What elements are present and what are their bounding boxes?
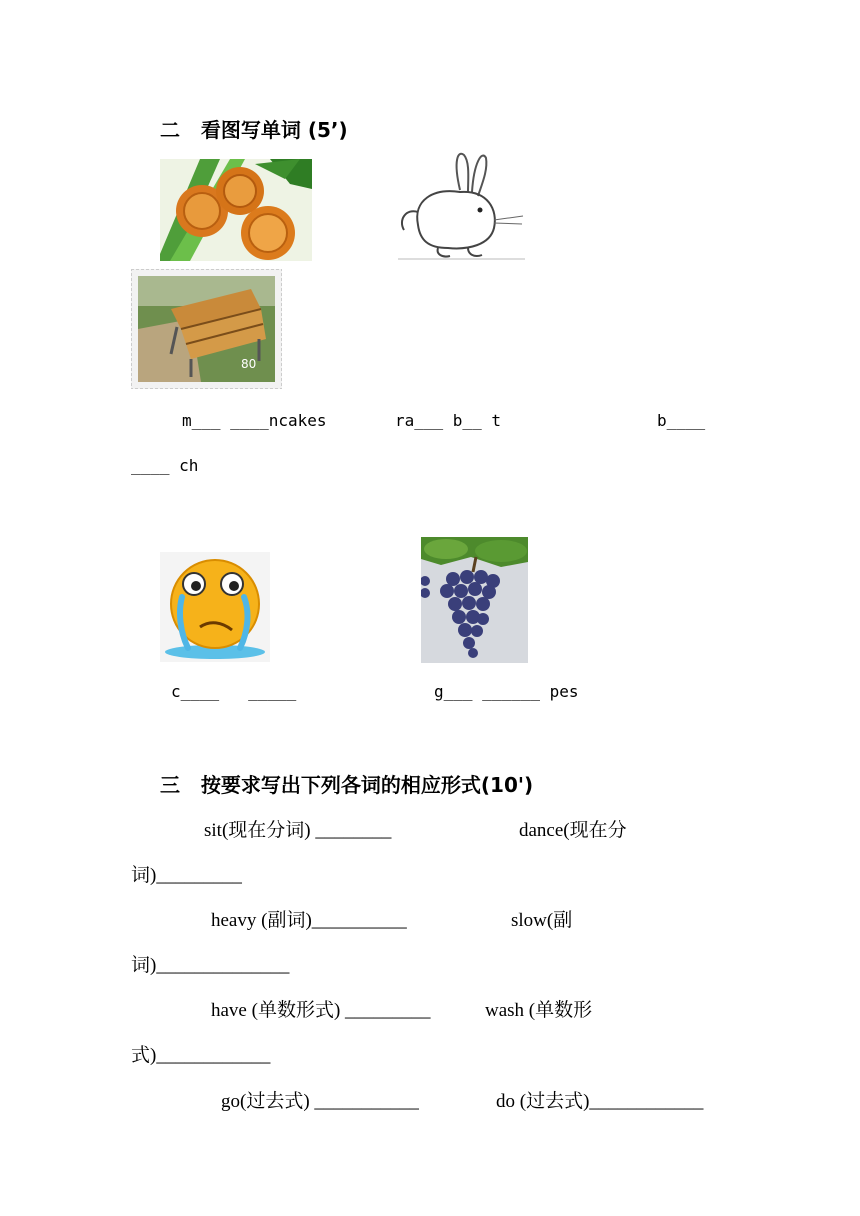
item-heavy: heavy (副词)__________ (211, 910, 407, 931)
item-do: do (过去式)____________ (496, 1091, 704, 1112)
rabbit-image (398, 150, 525, 261)
item-have: have (单数形式) _________ (211, 1000, 431, 1021)
crying-face-image (160, 552, 270, 662)
blank-cry: c____ _____ (171, 682, 297, 701)
mooncakes-image (160, 159, 312, 261)
grapes-image (421, 537, 528, 663)
item-go: go(过去式) ___________ (221, 1091, 419, 1112)
bench-image (131, 269, 282, 389)
item-slow: slow(副 (511, 910, 573, 931)
item-slow-wrap: 词)______________ (131, 955, 290, 976)
blank-mooncakes: m___ ____ncakes (182, 411, 327, 430)
item-dance-wrap: 词)_________ (131, 865, 242, 886)
blank-grapes: g___ ______ pes (434, 682, 579, 701)
item-sit: sit(现在分词) ________ (204, 820, 392, 841)
item-dance: dance(现在分 (519, 820, 627, 841)
stamp-value-label: 80 (241, 357, 257, 371)
blank-bench-end: ____ ch (131, 456, 199, 475)
item-wash: wash (单数形 (485, 1000, 593, 1021)
section-3-heading: 三 按要求写出下列各词的相应形式(10') (160, 773, 534, 797)
item-wash-wrap: 式)____________ (131, 1045, 271, 1066)
blank-rabbit: ra___ b__ t (395, 411, 501, 430)
section-2-heading: 二 看图写单词 (5’) (160, 118, 348, 142)
blank-bench-start: b____ (657, 411, 706, 430)
